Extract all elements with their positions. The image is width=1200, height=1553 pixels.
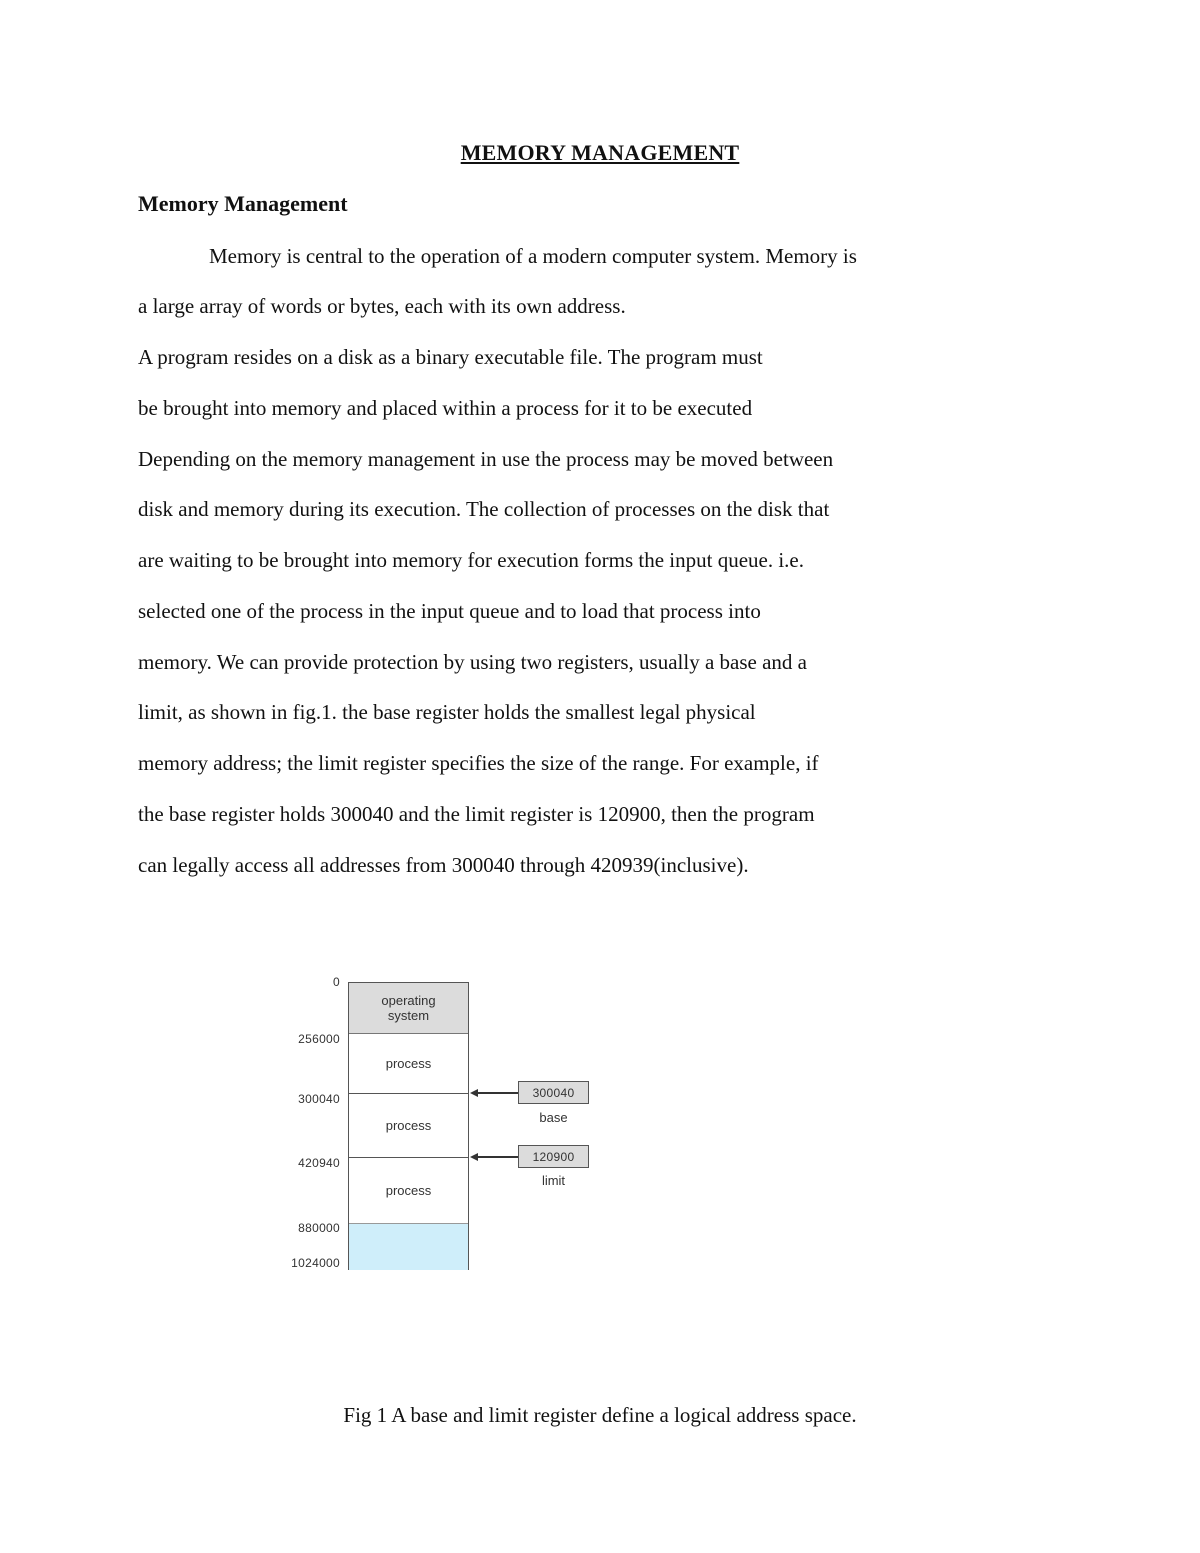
paragraph-line: memory address; the limit register specifies the size of the range. For example, if [138,751,819,775]
address-label: 1024000 [291,1256,340,1270]
paragraph-line: selected one of the process in the input queue and to load that process into [138,599,761,623]
paragraph-line: the base register holds 300040 and the limit register is 120900, then the program [138,802,815,826]
paragraph-line: are waiting to be brought into memory for execution forms the input queue. i.e. [138,548,804,572]
free-memory-segment [349,1223,468,1270]
base-register-box: 300040 [518,1081,589,1104]
paragraph-line: disk and memory during its execution. The collection of processes on the disk that [138,497,830,521]
base-arrow-line [477,1092,518,1094]
memory-column [348,982,469,1270]
process-segment [349,1093,468,1157]
address-label: 880000 [298,1221,340,1235]
limit-arrow-line [477,1156,518,1158]
paragraph-line: Memory is central to the operation of a modern computer system. Memory is [209,244,857,268]
paragraph-line: memory. We can provide protection by using two registers, usually a base and a [138,650,807,674]
limit-register-box: 120900 [518,1145,589,1168]
process-segment [349,1034,468,1093]
os-label-line2: system [387,1008,430,1023]
address-label: 300040 [298,1092,340,1106]
page-title: MEMORY MANAGEMENT [460,140,740,165]
memory-layout-figure [270,970,610,1280]
limit-arrow-head-icon [470,1153,478,1161]
address-label: 0 [333,975,340,989]
paragraph-line: limit, as shown in fig.1. the base register holds the smallest legal physical [138,700,756,724]
address-label: 256000 [298,1032,340,1046]
paragraph-line: A program resides on a disk as a binary executable file. The program must [138,345,763,369]
limit-register-label: limit [541,1173,566,1188]
process-label: process [385,1183,432,1198]
process-label: process [385,1118,432,1133]
paragraph-line: Depending on the memory management in use the process may be moved between [138,447,834,471]
paragraph-line: a large array of words or bytes, each with its own address. [138,294,626,318]
os-label-line1: operating [381,993,436,1008]
paragraph-line: can legally access all addresses from 300040 through 420939(inclusive). [138,853,749,877]
process-segment [349,1157,468,1223]
section-heading: Memory Management [138,191,348,216]
address-label: 420940 [298,1156,340,1170]
process-label: process [385,1056,432,1071]
base-arrow-head-icon [470,1089,478,1097]
figure-caption: Fig 1 A base and limit register define a logical address space. [343,1403,857,1427]
os-segment [349,983,468,1034]
paragraph-line: be brought into memory and placed within a process for it to be executed [138,396,753,420]
base-register-label: base [539,1110,568,1125]
